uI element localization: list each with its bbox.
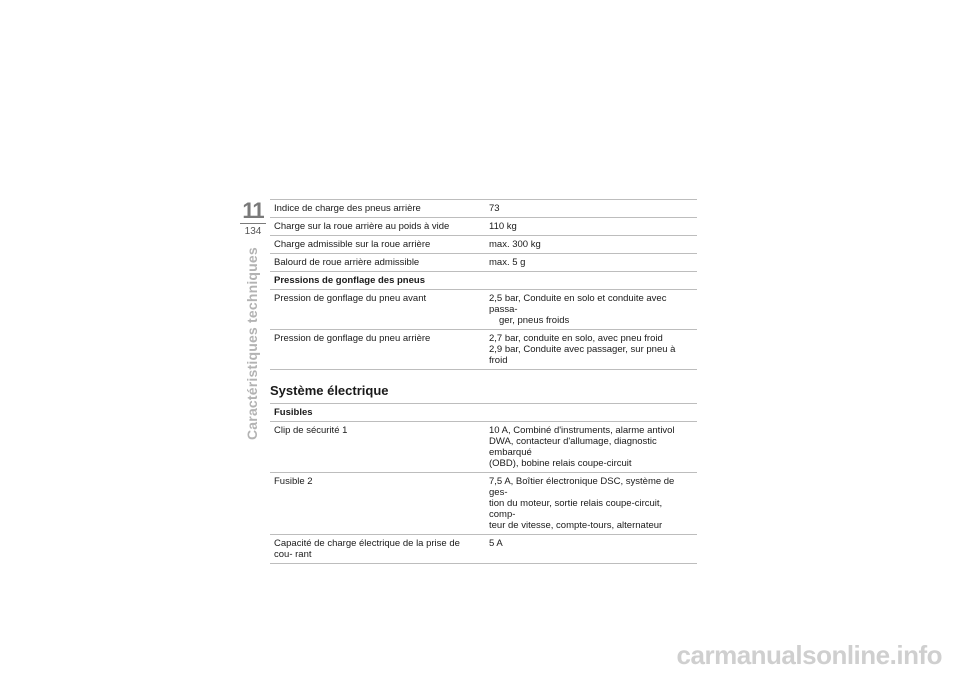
table-row: [270, 472, 697, 534]
spec-label: Capacité de charge électrique de la prise de cou- rant: [274, 538, 460, 560]
spec-value: 5 A: [489, 538, 503, 549]
section-title: Système électrique: [270, 383, 389, 398]
electrical-specs-table: [270, 403, 697, 564]
spec-label: Balourd de roue arrière admissible: [274, 257, 420, 268]
table-row: [270, 199, 697, 217]
spec-value: max. 5 g: [489, 257, 526, 268]
spec-value: 2,7 bar, conduite en solo, avec pneu froid 2,9 bar, Conduite avec passager, sur pneu à froid: [489, 333, 676, 366]
table-row: [270, 235, 697, 253]
pressure-heading: Pressions de gonflage des pneus: [274, 275, 425, 286]
spec-label: Charge sur la roue arrière au poids à vide: [274, 221, 450, 232]
tire-specs-table: [270, 199, 697, 370]
spec-label: Fusible 2: [274, 476, 313, 487]
page-content: [270, 199, 697, 564]
spec-label: Pression de gonflage du pneu avant: [274, 293, 427, 304]
table-row: [270, 421, 697, 472]
spec-value: max. 300 kg: [489, 239, 541, 250]
table-row: [270, 253, 697, 271]
table-row: [270, 329, 697, 370]
spec-label: Clip de sécurité 1: [274, 425, 348, 436]
fuses-heading: Fusibles: [274, 407, 313, 418]
spec-value: 7,5 A, Boîtier électronique DSC, système de ges- tion du moteur, sortie relais coupe-circuit, comp- teur de vitesse, compte-tours, alternateur: [489, 476, 675, 531]
table-row: [270, 289, 697, 329]
table-subheading: [270, 403, 697, 421]
chapter-divider: [240, 223, 266, 224]
spec-value: 73: [489, 203, 500, 214]
spec-label: Pression de gonflage du pneu arrière: [274, 333, 431, 344]
spec-label: Indice de charge des pneus arrière: [274, 203, 421, 214]
table-row: [270, 217, 697, 235]
chapter-number: 11: [242, 198, 264, 223]
table-subheading: [270, 271, 697, 289]
table-row: [270, 534, 697, 564]
spec-value: 110 kg: [489, 221, 517, 232]
watermark: carmanualsonline.info: [676, 640, 942, 670]
spec-value: 2,5 bar, Conduite en solo et conduite avec passa- ger, pneus froids: [489, 293, 667, 326]
chapter-side-title: Caractéristiques techniques: [244, 247, 260, 440]
spec-label: Charge admissible sur la roue arrière: [274, 239, 431, 250]
spec-value: 10 A, Combiné d'instruments, alarme antivol DWA, contacteur d'allumage, diagnostic embarqué (OBD), bobine relais coupe-circuit: [489, 425, 675, 469]
page-number: 134: [244, 226, 262, 237]
